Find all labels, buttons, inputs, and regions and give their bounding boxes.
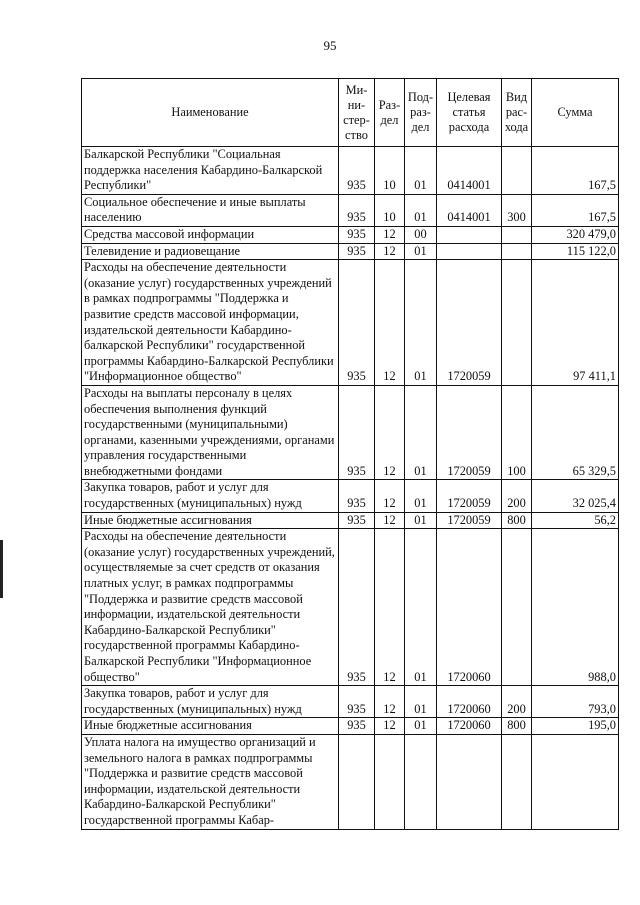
row-sum: 167,5 [532,147,619,195]
row-name: Иные бюджетные ассигнования [82,718,339,735]
row-subsection: 01 [405,686,437,718]
row-section: 12 [375,243,405,260]
row-sum: 65 329,5 [532,385,619,480]
row-name: Социальное обеспечение и иные выплаты населению [82,194,339,226]
row-type [502,147,532,195]
row-ministry: 935 [339,226,375,243]
table-row [82,147,619,195]
row-ministry: 935 [339,385,375,480]
row-target: 1720059 [437,385,502,480]
table-row [82,385,619,480]
table-row [82,734,619,829]
row-section: 12 [375,385,405,480]
row-subsection: 01 [405,718,437,735]
header-section: Раз- дел [375,79,405,147]
row-section: 12 [375,529,405,686]
header-name: Наименование [82,79,339,147]
row-section: 12 [375,480,405,512]
row-target: 1720059 [437,512,502,529]
row-ministry [339,734,375,829]
row-target: 1720060 [437,718,502,735]
row-type: 300 [502,194,532,226]
table-row [82,260,619,386]
row-sum: 56,2 [532,512,619,529]
row-section: 12 [375,226,405,243]
row-type [502,260,532,386]
row-ministry: 935 [339,480,375,512]
row-type [502,243,532,260]
row-sum: 167,5 [532,194,619,226]
row-target: 1720059 [437,480,502,512]
header-type: Вид рас- хода [502,79,532,147]
row-section: 12 [375,686,405,718]
row-name: Средства массовой информации [82,226,339,243]
table-header-row [82,79,619,147]
row-name: Иные бюджетные ассигнования [82,512,339,529]
row-type: 100 [502,385,532,480]
row-sum: 195,0 [532,718,619,735]
row-sum: 97 411,1 [532,260,619,386]
row-type: 800 [502,512,532,529]
row-section: 12 [375,260,405,386]
row-sum: 988,0 [532,529,619,686]
row-name: Расходы на обеспечение деятельности (оказание услуг) государственных учреждений в рамках подпрограммы "Поддержка и развитие средств массовой информации, издательской деятельности Кабардино-балкарской Республики" государственной программы Кабардино-Балкарской Республики "Информационное общество" [82,260,339,386]
row-ministry: 935 [339,686,375,718]
row-section: 12 [375,718,405,735]
row-sum: 320 479,0 [532,226,619,243]
row-section: 10 [375,194,405,226]
row-target [437,734,502,829]
row-ministry: 935 [339,260,375,386]
row-subsection: 00 [405,226,437,243]
table-body [82,147,619,830]
row-subsection [405,734,437,829]
row-type [502,734,532,829]
row-ministry: 935 [339,512,375,529]
row-target [437,226,502,243]
header-sum: Сумма [532,79,619,147]
row-type: 800 [502,718,532,735]
row-target: 0414001 [437,194,502,226]
row-section [375,734,405,829]
row-ministry: 935 [339,243,375,260]
row-subsection: 01 [405,243,437,260]
row-type: 200 [502,686,532,718]
table-row [82,718,619,735]
row-target: 0414001 [437,147,502,195]
row-subsection: 01 [405,480,437,512]
row-ministry: 935 [339,194,375,226]
row-sum: 115 122,0 [532,243,619,260]
row-subsection: 01 [405,385,437,480]
row-name: Расходы на обеспечение деятельности (оказание услуг) государственных учреждений, осуществляемые за счет средств от оказания платных услуг, в рамках подпрограммы "Поддержка и развитие средств массовой информации, издательской деятельности Кабардино-Балкарской Республики" государственной программы Кабардино-Балкарской Республики "Информационное общество" [82,529,339,686]
row-ministry: 935 [339,529,375,686]
table-row [82,529,619,686]
table-row [82,686,619,718]
table-row [82,226,619,243]
row-section: 10 [375,147,405,195]
budget-table [81,78,619,830]
row-subsection: 01 [405,529,437,686]
row-subsection: 01 [405,260,437,386]
row-sum: 32 025,4 [532,480,619,512]
row-target: 1720060 [437,686,502,718]
row-name: Закупка товаров, работ и услуг для государственных (муниципальных) нужд [82,686,339,718]
row-type [502,529,532,686]
row-target: 1720059 [437,260,502,386]
header-subsection: Под- раз- дел [405,79,437,147]
row-sum: 793,0 [532,686,619,718]
row-ministry: 935 [339,147,375,195]
row-subsection: 01 [405,194,437,226]
table-row [82,512,619,529]
header-ministry: Ми- ни- стер- ство [339,79,375,147]
row-subsection: 01 [405,512,437,529]
table-row [82,194,619,226]
row-type [502,226,532,243]
row-name: Уплата налога на имущество организаций и земельного налога в рамках подпрограммы "Поддержка и развитие средств массовой информации, издательской деятельности Кабардино-Балкарской Республики" государственной программы Кабар- [82,734,339,829]
row-sum [532,734,619,829]
row-name: Закупка товаров, работ и услуг для государственных (муниципальных) нужд [82,480,339,512]
table-row [82,243,619,260]
row-section: 12 [375,512,405,529]
row-target: 1720060 [437,529,502,686]
row-type: 200 [502,480,532,512]
row-target [437,243,502,260]
header-target: Целевая статья расхода [437,79,502,147]
row-name: Телевидение и радиовещание [82,243,339,260]
margin-mark [0,540,3,598]
page-number: 95 [323,38,337,53]
row-ministry: 935 [339,718,375,735]
row-name: Расходы на выплаты персоналу в целях обеспечения выполнения функций государственными (муниципальными) органами, казенными учреждениями, органами управления государственными внебюджетными фондами [82,385,339,480]
row-name: Балкарской Республики "Социальная поддержка населения Кабардино-Балкарской Республики" [82,147,339,195]
table-row [82,480,619,512]
row-subsection: 01 [405,147,437,195]
